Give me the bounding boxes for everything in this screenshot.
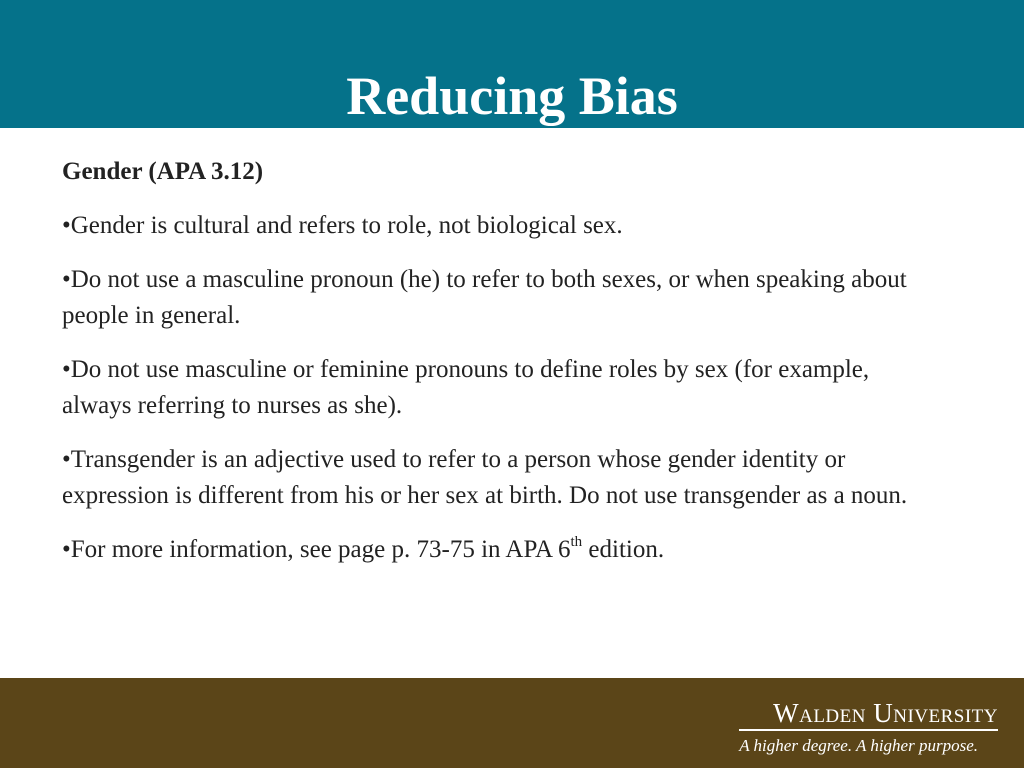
bullet-role-pronouns: •Do not use masculine or feminine pronouns to define roles by sex (for example, always referring to nurses as she). bbox=[62, 356, 870, 419]
bullet-more-info bbox=[62, 532, 942, 568]
walden-logo bbox=[739, 698, 998, 756]
slide-content bbox=[62, 154, 942, 586]
section-heading: Gender (APA 3.12) bbox=[62, 158, 264, 185]
slide-title: Reducing Bias bbox=[346, 66, 678, 126]
logo-divider bbox=[739, 729, 998, 731]
footer-bar bbox=[0, 678, 1024, 768]
bullet-more-info-end: edition. bbox=[582, 536, 665, 563]
logo-wordmark: Walden University bbox=[773, 698, 998, 728]
bullet-masculine-pronoun: •Do not use a masculine pronoun (he) to refer to both sexes, or when speaking about people in general. bbox=[62, 266, 907, 329]
bullet-more-info-text: •For more information, see page p. 73-75 in APA 6 bbox=[62, 536, 571, 563]
bullet-gender-definition: •Gender is cultural and refers to role, not biological sex. bbox=[62, 212, 623, 239]
ordinal-suffix: th bbox=[570, 533, 583, 550]
logo-tagline: A higher degree. A higher purpose. bbox=[739, 736, 978, 755]
bullet-transgender: •Transgender is an adjective used to refer to a person whose gender identity or expression is different from his or her sex at birth. Do not use transgender as a noun. bbox=[62, 446, 908, 509]
